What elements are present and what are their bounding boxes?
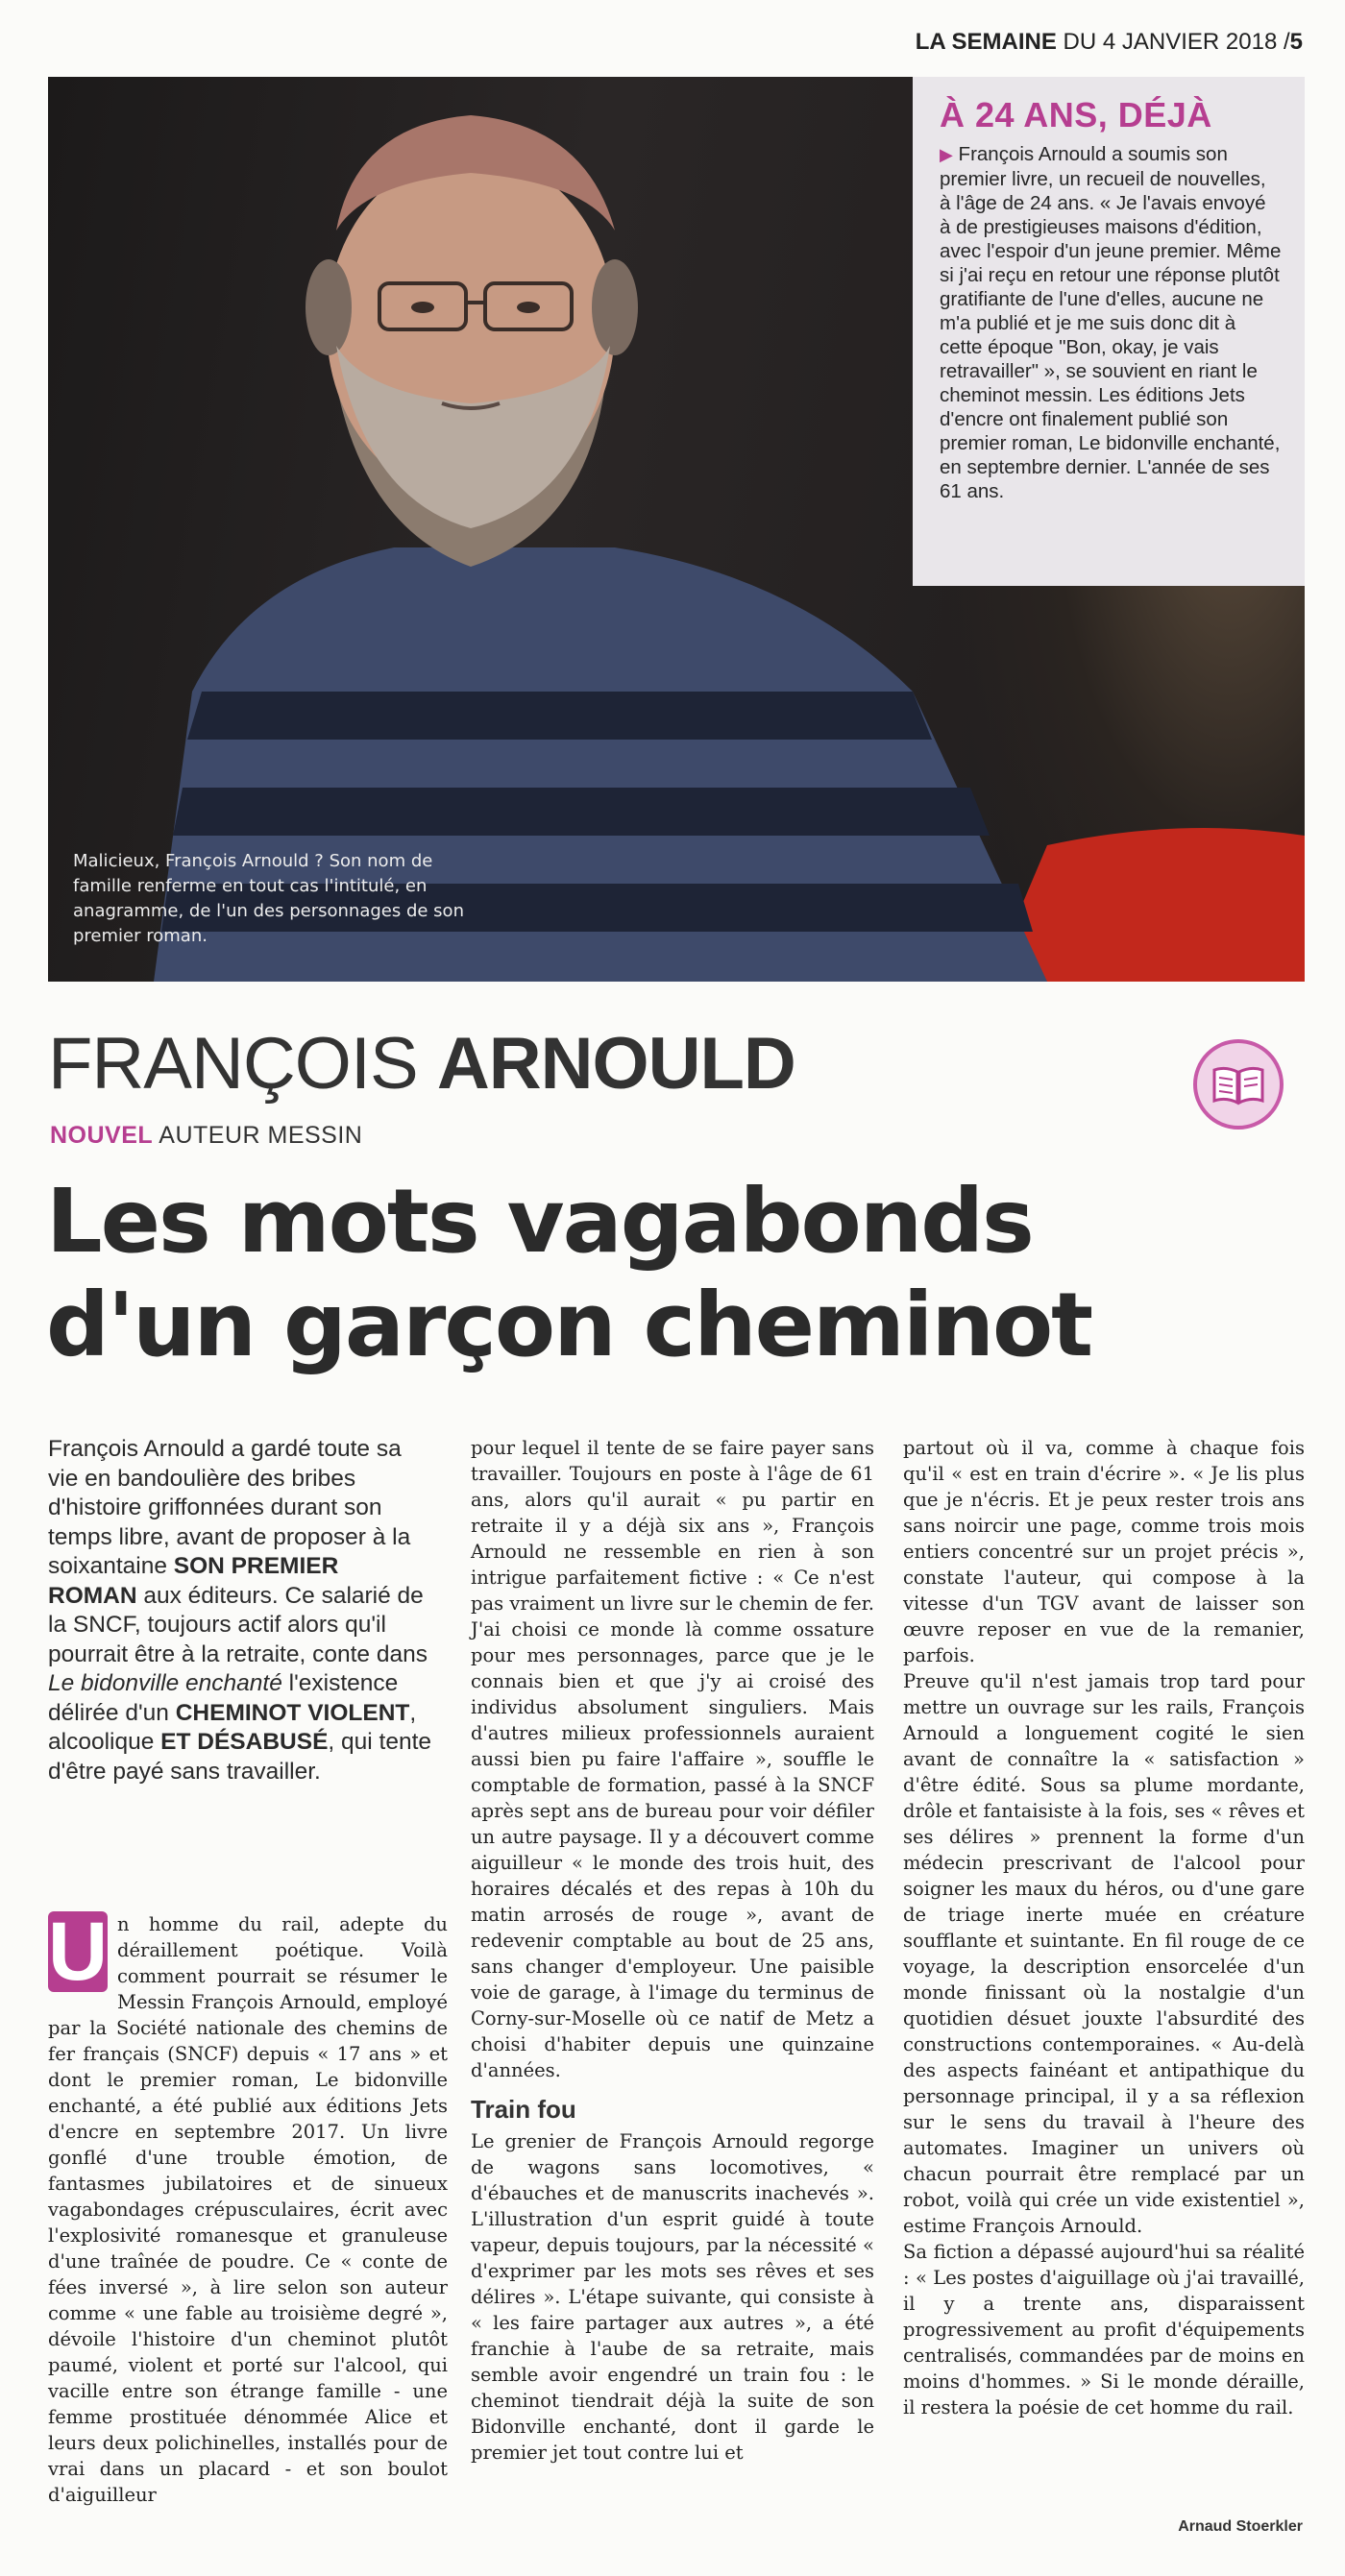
headline-line-1: Les mots vagabonds	[46, 1170, 1033, 1273]
sidebar-title: À 24 ANS, DÉJÀ	[940, 95, 1212, 134]
author-last-name: ARNOULD	[436, 1023, 795, 1105]
column-1-text: n homme du rail, adepte du déraillement poétique. Voilà comment pourrait se résumer le Messin François Arnould, employé par la Société nationale des chemins de fer français (SNCF) depuis « 17 ans » et dont le premier roman, Le bidonville enchanté, a été publié aux éditions Jets d'encre en septembre 2017. Un livre gonflé d'une trouble émotion, de fantasmes jubilatoires et de sinueux vagabondages crépusculaires, écrit avec l'explosivité romanesque et granuleuse d'une traînée de poudre. Ce « conte de fées inversé », à lire selon son auteur comme « une fable au troisième degré », dévoile l'histoire d'un cheminot plutôt paumé, violent et porté sur l'alcool, qui vacille entre son étrange famille - une femme prostituée dénommée Alice et leurs deux polichinelles, installés pour de vrai dans un placard - et son boulot d'aiguilleur	[48, 1913, 448, 2506]
lead-book-title: Le bidonville enchanté	[48, 1670, 282, 1696]
lead-bold-2: CHEMINOT VIOLENT	[175, 1699, 410, 1726]
lead-text-2: aux éditeurs. Ce salarié de la SNCF, toujours actif alors qu'il pourrait être à la retraite, conte dans	[48, 1582, 428, 1667]
column-3-text-c: Sa fiction a dépassé aujourd'hui sa réalité : « Les postes d'aiguillage où j'ai travaillé, il y a trente ans, disparaissent progressivement au profit d'équipements centralisés, commandées par de moins en moins d'hommes. » Si le monde déraille, il restera la poésie de cet homme du rail.	[903, 2241, 1305, 2418]
lead-text-5: , qui tente d'être payé sans travailler.	[48, 1729, 432, 1785]
photo-caption: Malicieux, François Arnould ? Son nom de famille renferme en tout cas l'intitulé, en anagramme, de l'un des personnages de son premier roman.	[73, 851, 464, 946]
column-3	[903, 1435, 1305, 2420]
lead-bold-3: ET DÉSABUSÉ	[160, 1729, 329, 1755]
publication-name: LA SEMAINE	[915, 29, 1057, 55]
lead-text-1: François Arnould a gardé toute sa vie en bandoulière des bribes d'histoire griffonnées durant son temps libre, avant de proposer à la soixantaine	[48, 1436, 411, 1579]
lead-text-4: , alcoolique	[48, 1699, 417, 1755]
column-3-text-b: Preuve qu'il n'est jamais trop tard pour mettre un ouvrage sur les rails, François Arnould a longuement cogité le sien avant de connaître la « satisfaction » d'être édité. Sous sa plume mordante, drôle et fantaisiste à la fois, ses « rêves et ses délires » prennent la forme d'un médecin prescrivant de l'alcool pour soigner les maux du héros, ou d'une gare de triage inerte muée en créature soufflante et suintante. En fil rouge de ce voyage, la description ensorcelée d'un monde finissant où la nostalgie d'un quotidien désuet jouxte l'absurdité des constructions contemporaines. « Au-delà des aspects fainéant et antipathique du personnage principal, il y a sa réflexion sur le sens du travail à l'heure des automates. Imaginer un univers où chacun pourrait être remplacé par un robot, voilà qui crée un vide existentiel », estime François Arnould.	[903, 1670, 1305, 2237]
column-2	[471, 1435, 874, 2466]
page-number: 5	[1289, 29, 1303, 55]
subtitle-bold: NOUVEL	[50, 1122, 154, 1149]
page-header: LA SEMAINE DU 4 JANVIER 2018 /5	[915, 29, 1303, 55]
issue-date: DU 4 JANVIER 2018	[1063, 29, 1278, 55]
lead-bold-1: SON PREMIER ROMAN	[48, 1553, 339, 1609]
sidebar-box	[913, 77, 1305, 586]
open-book-icon	[1193, 1039, 1284, 1130]
column-2-text-b: Le grenier de François Arnould regorge de wagons sans locomotives, « d'ébauches et de manuscrits inachevés ». L'illustration d'un esprit guidé à toute vapeur, depuis toujours, par la nécessité « d'exprimer par les mots ses rêves et ses délires ». L'étape suivante, qui consiste à « les faire partager aux autres », a été franchie à l'aube de sa retraite, mais semble avoir engendré un train fou : le cheminot tiendrait déjà la suite de son Bidonville enchanté, dont il garde le premier jet tout contre lui et	[471, 2130, 874, 2464]
subtitle-rest: AUTEUR MESSIN	[159, 1122, 363, 1149]
portrait-photo	[48, 77, 1305, 982]
subheading: Train fou	[471, 2095, 576, 2124]
author-name	[48, 1023, 795, 1105]
author-subtitle	[50, 1122, 362, 1150]
column-2-text-a: pour lequel il tente de se faire payer sans travailler. Toujours en poste à l'âge de 61 ans, alors qu'il aurait « pu partir en retraite il y a déjà six ans », François Arnould ne ressemble en rien à son intrigue parfaitement fictive : « Ce n'est pas vraiment un livre sur le chemin de fer. J'ai choisi ce monde là comme ossature pour mes personnages, parce que je le connais bien et que j'y ai croisé des individus absolument singuliers. Mais d'autres milieux professionnels auraient aussi bien pu faire l'affaire », souffle le comptable de formation, passé à la SNCF après sept ans de bureau pour voir défiler un autre paysage. Il y a découvert comme aiguilleur « le monde des trois huit, des horaires décalés et des repas à 10h du matin arrosés de rouge », avant de redevenir comptable au bout de 25 ans, sans changer d'employeur. Une paisible voie de garage, à l'image du terminus de Corny-sur-Moselle où ce natif de Metz a choisi d'habiter depuis une quinzaine d'années.	[471, 1437, 874, 2081]
author-first-name: FRANÇOIS	[48, 1023, 418, 1105]
column-3-text-a: partout où il va, comme à chaque fois qu'il « est en train d'écrire ». « Je lis plus que je n'écris. Et je peux rester trois ans sans noircir une page, comme trois mois entiers concentré sur un projet précis », constate l'auteur, qui compose à la vitesse d'un TGV avant de laisser son œuvre reposer en vue de la remanier, parfois.	[903, 1437, 1305, 1666]
drop-cap: U	[48, 1906, 109, 1998]
headline-line-2: d'un garçon cheminot	[46, 1274, 1092, 1376]
author-credit: Arnaud Stoerkler	[1178, 2518, 1303, 2535]
sidebar-text: François Arnould a soumis son premier livre, un recueil de nouvelles, à l'âge de 24 ans. « Je l'avais envoyé à de prestigieuses maisons d'édition, avec l'espoir d'un jeune premier. Même si j'ai reçu en retour une réponse plutôt gratifiante de l'une d'elles, aucune ne m'a publié et je me suis donc dit à cette époque "Bon, okay, je vais retravailler" », se souvient en riant le cheminot messin. Les éditions Jets d'encre ont finalement publié son premier roman, Le bidonville enchanté, en septembre dernier. L'année de ses 61 ans.	[940, 143, 1282, 502]
lead-text-3: l'existence délirée d'un	[48, 1670, 399, 1726]
column-1	[48, 1906, 448, 2508]
headline	[46, 1170, 1295, 1377]
triangle-bullet-icon: ▶	[940, 145, 953, 164]
lead-paragraph	[48, 1435, 432, 1786]
